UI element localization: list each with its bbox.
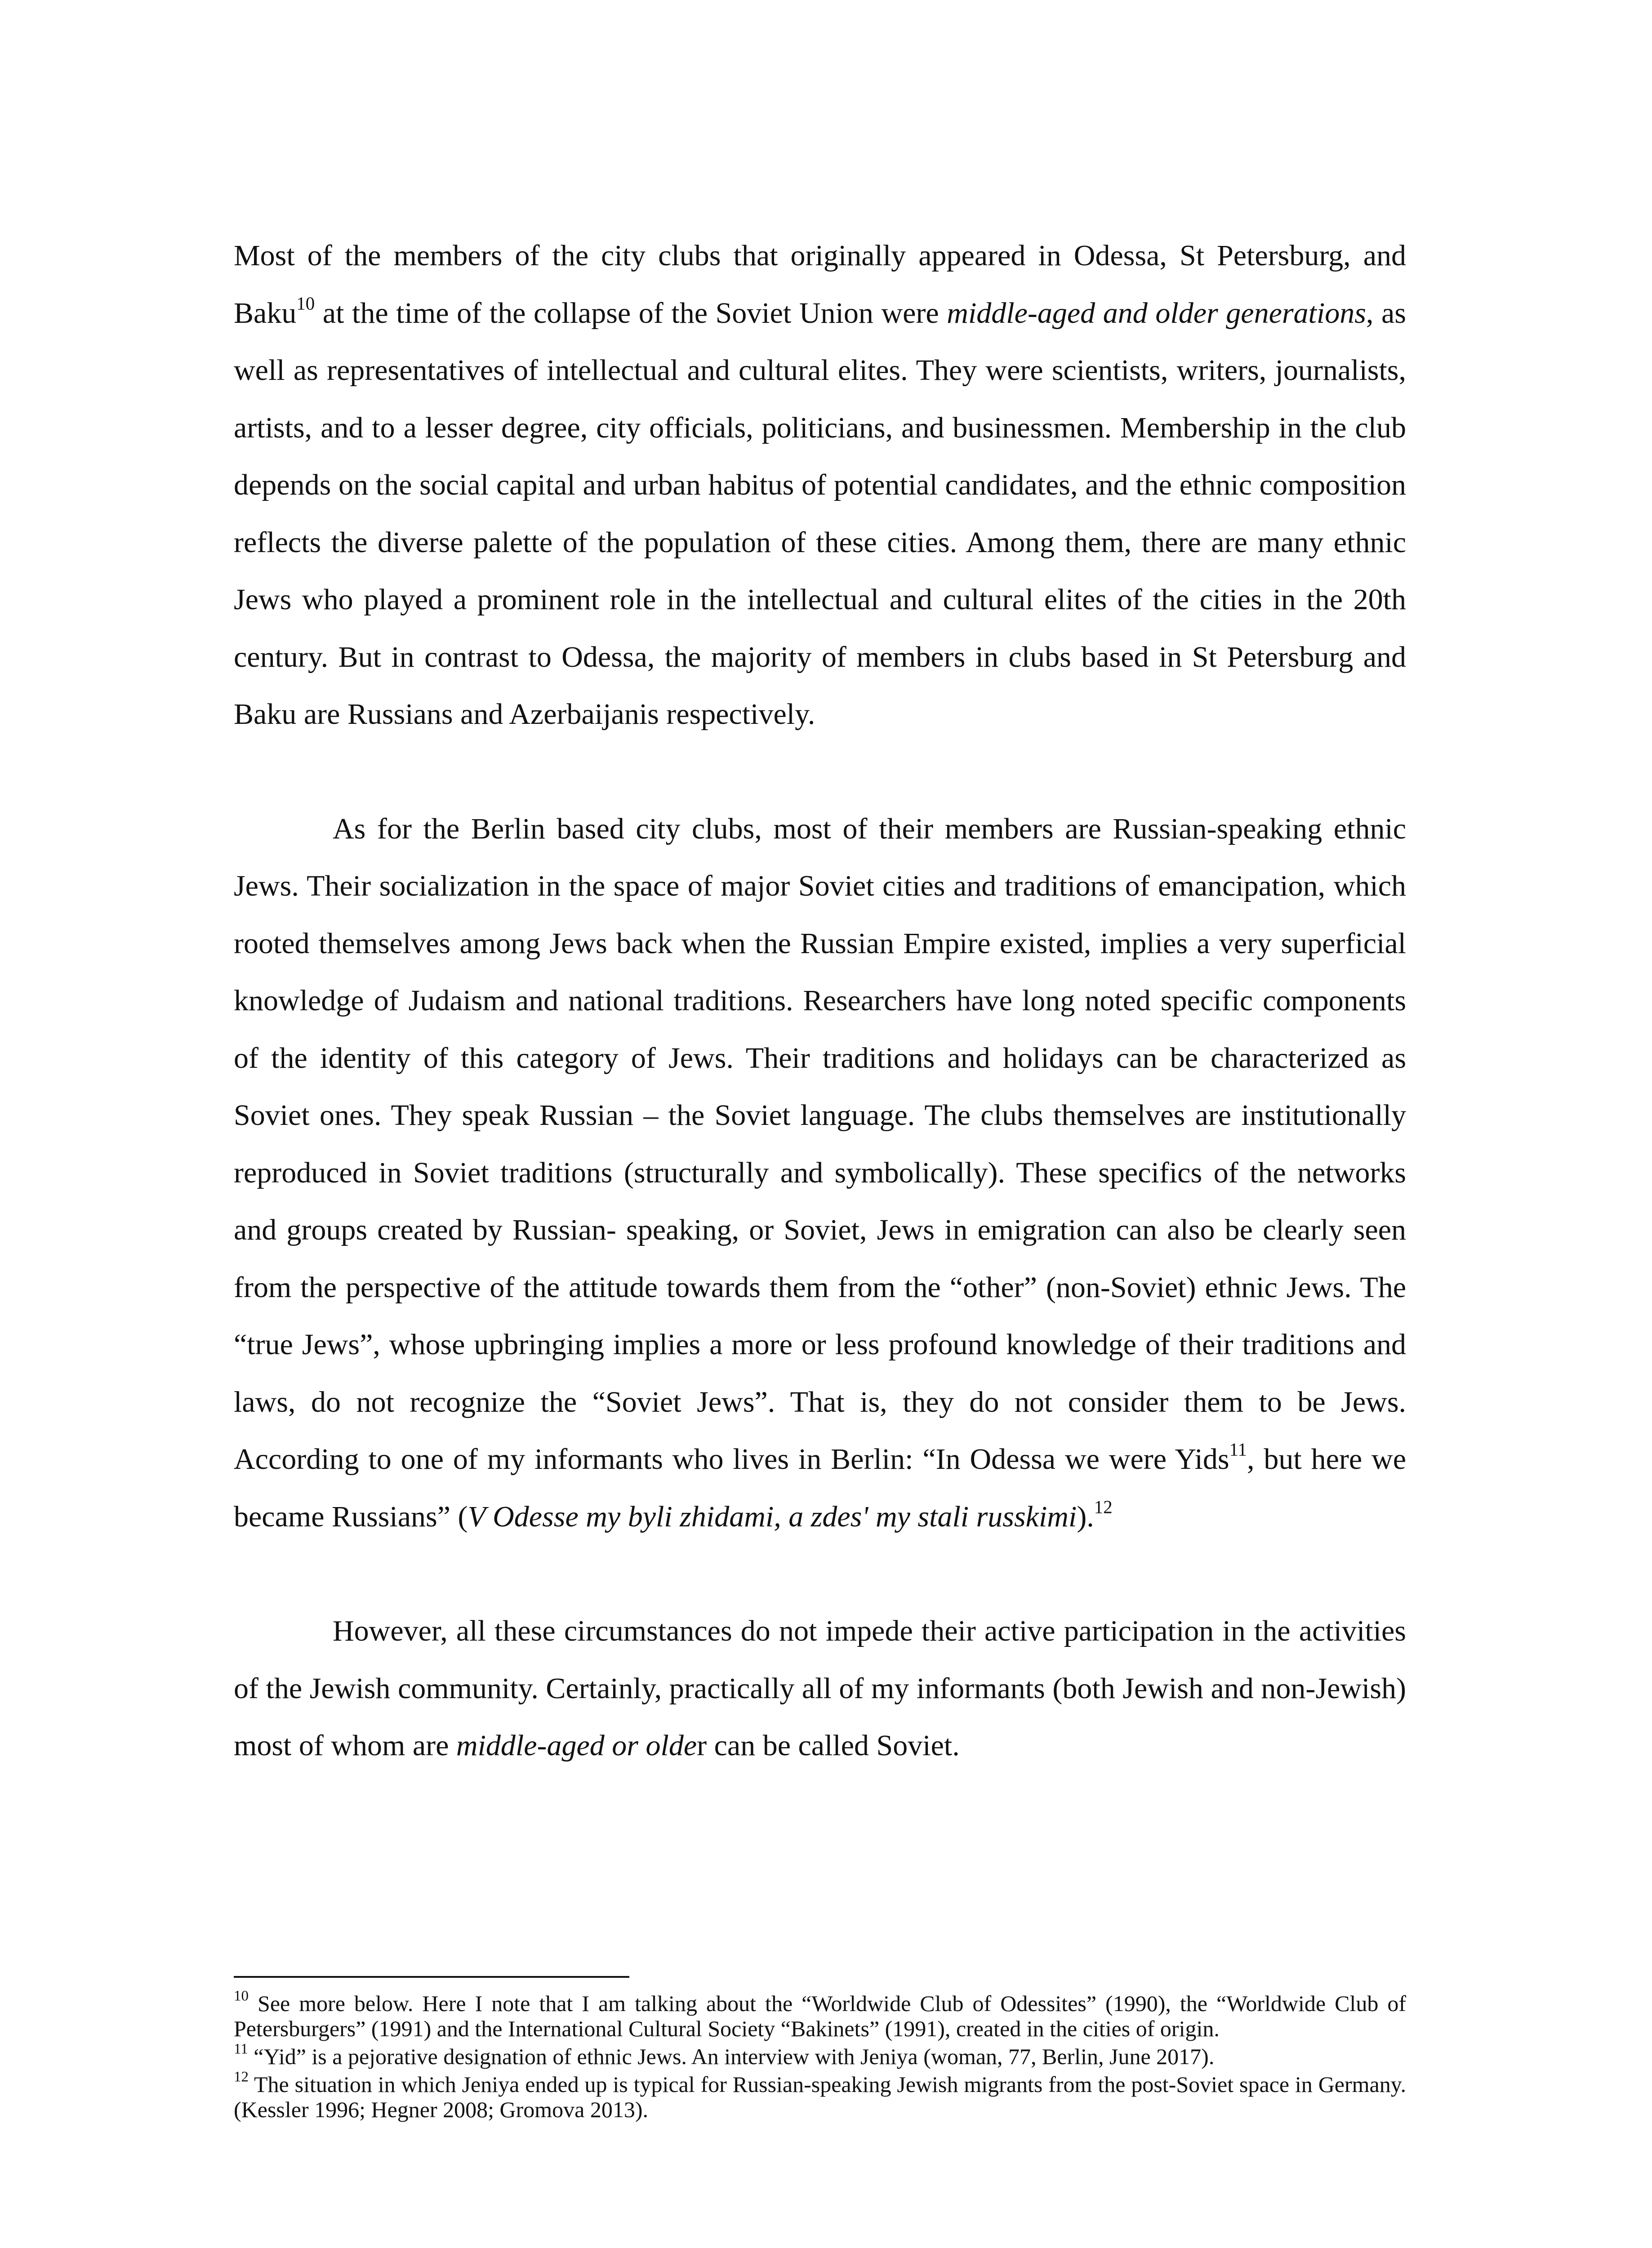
- emphasis-text: V Odesse my byli zhidami, a zdes' my stali russkimi: [468, 1500, 1077, 1533]
- paragraph-text: at the time of the collapse of the Soviet Union were: [315, 296, 947, 330]
- footnote-12: [234, 2069, 1406, 2122]
- emphasis-text: middle-aged and older generations: [947, 296, 1366, 330]
- footnote-11: [234, 2041, 1406, 2069]
- paragraph-text: r can be called Soviet.: [697, 1729, 960, 1762]
- paragraph-text: ).: [1077, 1500, 1094, 1533]
- paragraph-text: , as well as representatives of intellectual and cultural elites. They were scientists, writers, journalists, artists, and to a lesser degree, city officials, politicians, and businessmen. Membership in the club depends on the social capital and urban habitus of potential candidates, and the ethnic composition reflects the diverse palette of the population of these cities. Among them, there are many ethnic Jews who played a prominent role in the intellectual and cultural elites of the cities in the 20th century. But in contrast to Odessa, the majority of members in clubs based in St Petersburg and Baku are Russians and Azerbaijanis respectively.: [234, 296, 1406, 731]
- footnotes: [234, 1988, 1406, 2125]
- footnote-10: [234, 1988, 1406, 2041]
- paragraph-1: [234, 227, 1406, 743]
- footnote-number: 12: [234, 2069, 249, 2085]
- footnote-text: See more below. Here I note that I am talking about the “Worldwide Club of Odessites” (1990), the “Worldwide Club of Petersburgers” (1991) and the International Cultural Society “Bakinets” (1991), created in the cities of origin.: [234, 1991, 1406, 2041]
- footnote-ref-11: 11: [1229, 1439, 1247, 1460]
- paragraph-2: [234, 800, 1406, 1546]
- footnote-separator: [234, 1976, 629, 1978]
- paragraph-3: [234, 1602, 1406, 1775]
- paragraph-text: As for the Berlin based city clubs, most of their members are Russian-speaking ethnic Jews. Their socialization in the space of major Soviet cities and traditions of emancipation, which rooted themselves among Jews back when the Russian Empire existed, implies a very superficial knowledge of Judaism and national traditions. Researchers have long noted specific components of the identity of this category of Jews. Their traditions and holidays can be characterized as Soviet ones. They speak Russian – the Soviet language. The clubs themselves are institutionally reproduced in Soviet traditions (structurally and symbolically). These specifics of the networks and groups created by Russian- speaking, or Soviet, Jews in emigration can also be clearly seen from the perspective of the attitude towards them from the “other” (non-Soviet) ethnic Jews. The “true Jews”, whose upbringing implies a more or less profound knowledge of their traditions and laws, do not recognize the “Soviet Jews”. That is, they do not consider them to be Jews. According to one of my informants who lives in Berlin: “In Odessa we were Yids: [234, 812, 1406, 1476]
- footnote-ref-10: 10: [296, 293, 315, 314]
- paragraph-text: , but here we became Russians” (: [234, 1443, 1406, 1533]
- footnote-text: “Yid” is a pejorative designation of ethnic Jews. An interview with Jeniya (woman, 77, Berlin, June 2017).: [248, 2044, 1215, 2069]
- footnote-text: The situation in which Jeniya ended up is typical for Russian-speaking Jewish migrants from the post-Soviet space in Germany. (Kessler 1996; Hegner 2008; Gromova 2013).: [234, 2072, 1406, 2122]
- paragraph-text: Most of the members of the city clubs that originally appeared in Odessa, St Petersburg, and Baku: [234, 239, 1406, 330]
- emphasis-text: middle-aged or olde: [456, 1729, 697, 1762]
- body-text: [234, 227, 1406, 1775]
- paragraph-text: However, all these circumstances do not impede their active participation in the activities of the Jewish community. Certainly, practically all of my informants (both Jewish and non-Jewish) most of whom are: [234, 1615, 1406, 1762]
- footnote-number: 10: [234, 1988, 249, 2004]
- footnote-ref-12: 12: [1094, 1497, 1113, 1517]
- footnote-number: 11: [234, 2041, 248, 2057]
